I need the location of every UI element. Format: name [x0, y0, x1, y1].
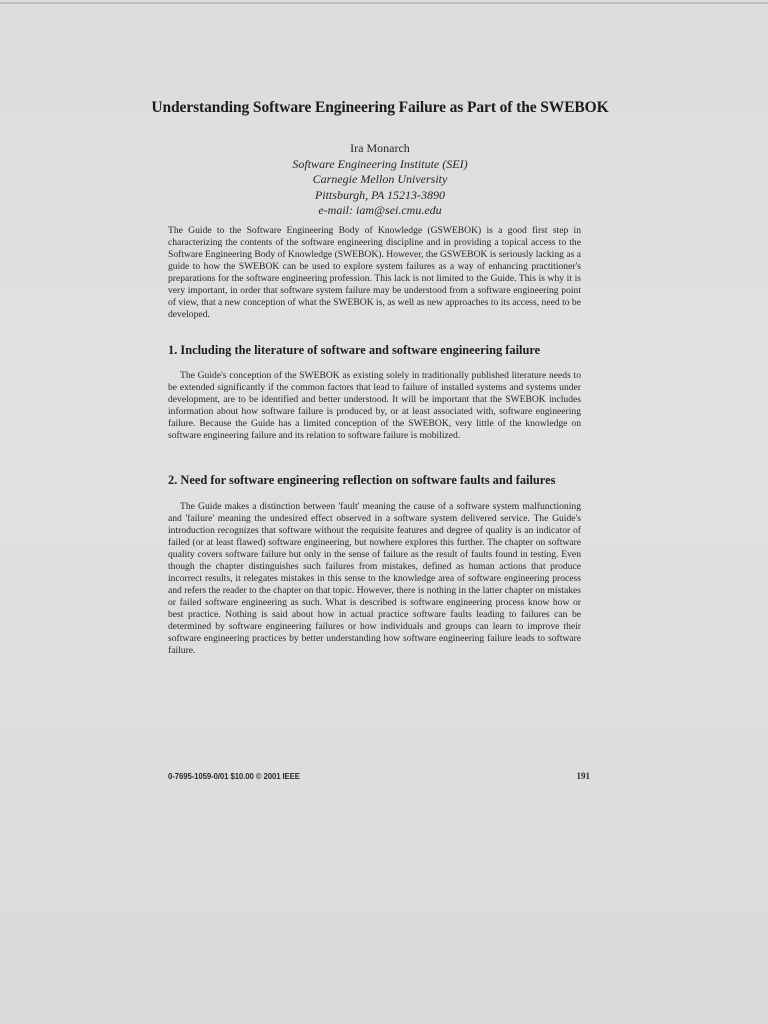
scan-edge-rule	[0, 2, 768, 4]
author-name: Ira Monarch	[350, 141, 410, 155]
author-block	[220, 141, 540, 219]
author-email: e-mail: iam@sei.cmu.edu	[318, 203, 442, 218]
author-affiliation: Software Engineering Institute (SEI)	[292, 156, 468, 171]
section-1-heading: 1. Including the literature of software and software engineering failure	[168, 343, 541, 357]
author-address: Pittsburgh, PA 15213-3890	[314, 187, 446, 202]
copyright-footer: 0-7695-1059-0/01 $10.00 © 2001 IEEE	[168, 772, 300, 781]
author-university: Carnegie Mellon University	[312, 172, 448, 187]
section-1-body: The Guide's conception of the SWEBOK as existing solely in traditionally published literature needs to be extended significantly if the common factors that lead to failure of installed systems and systems under development, are to be identified and better understood. It will be important that the SWEBOK includes information about how software failure is produced by, or at least associated with, software engineering failure. Because the Guide has a limited conception of the SWEBOK, very little of the knowledge on software engineering failure and its relation to software failure is mobilized.	[168, 370, 581, 441]
section-2-body: The Guide makes a distinction between 'fault' meaning the cause of a software system malfunctioning and 'failure' meaning the undesired effect observed in a software system delivered service. The Guide's introduction recognizes that software without the requisite features and degree of quality is an indicator of failed (or at least flawed) software engineering, but nowhere explores this further. The chapter on software quality covers software failure but only in the sense of failure as the result of faults found in testing. Even though the chapter distinguishes such failures from mistakes, defined as human actions that produce incorrect results, it relegates mistakes in this sense to the knowledge area of software engineering process and refers the reader to the chapter on that topic. However, there is nothing in the latter chapter on mistakes or failed software engineering as such. What is described is software engineering process know how or best practice. Nothing is said about how in actual practice software faults leading to failures can be determined by software engineering failures or how individuals and groups can learn to improve their software engineering practices by better understanding how software engineering failure leads to software failure.	[168, 501, 581, 656]
abstract-paragraph: The Guide to the Software Engineering Body of Knowledge (GSWEBOK) is a good first step in characterizing the contents of the software engineering discipline and in providing a topical access to the Software Engineering Body of Knowledge (SWEBOK). However, the GSWEBOK is seriously lacking as a guide to how the SWEBOK can be used to explore system failures as a way of enhancing practitioner's preparations for the software engineering profession. This lack is not limited to the Guide. This is why it is very important, in order that software system failure may be understood from a software engineering point of view, that a new conception of what the SWEBOK is, as well as new approaches to its access, need to be developed.	[168, 225, 581, 320]
page-number: 191	[576, 771, 590, 781]
paper-title: Understanding Software Engineering Failure as Part of the SWEBOK	[151, 99, 609, 116]
section-2-heading: 2. Need for software engineering reflection on software faults and failures	[168, 473, 556, 487]
